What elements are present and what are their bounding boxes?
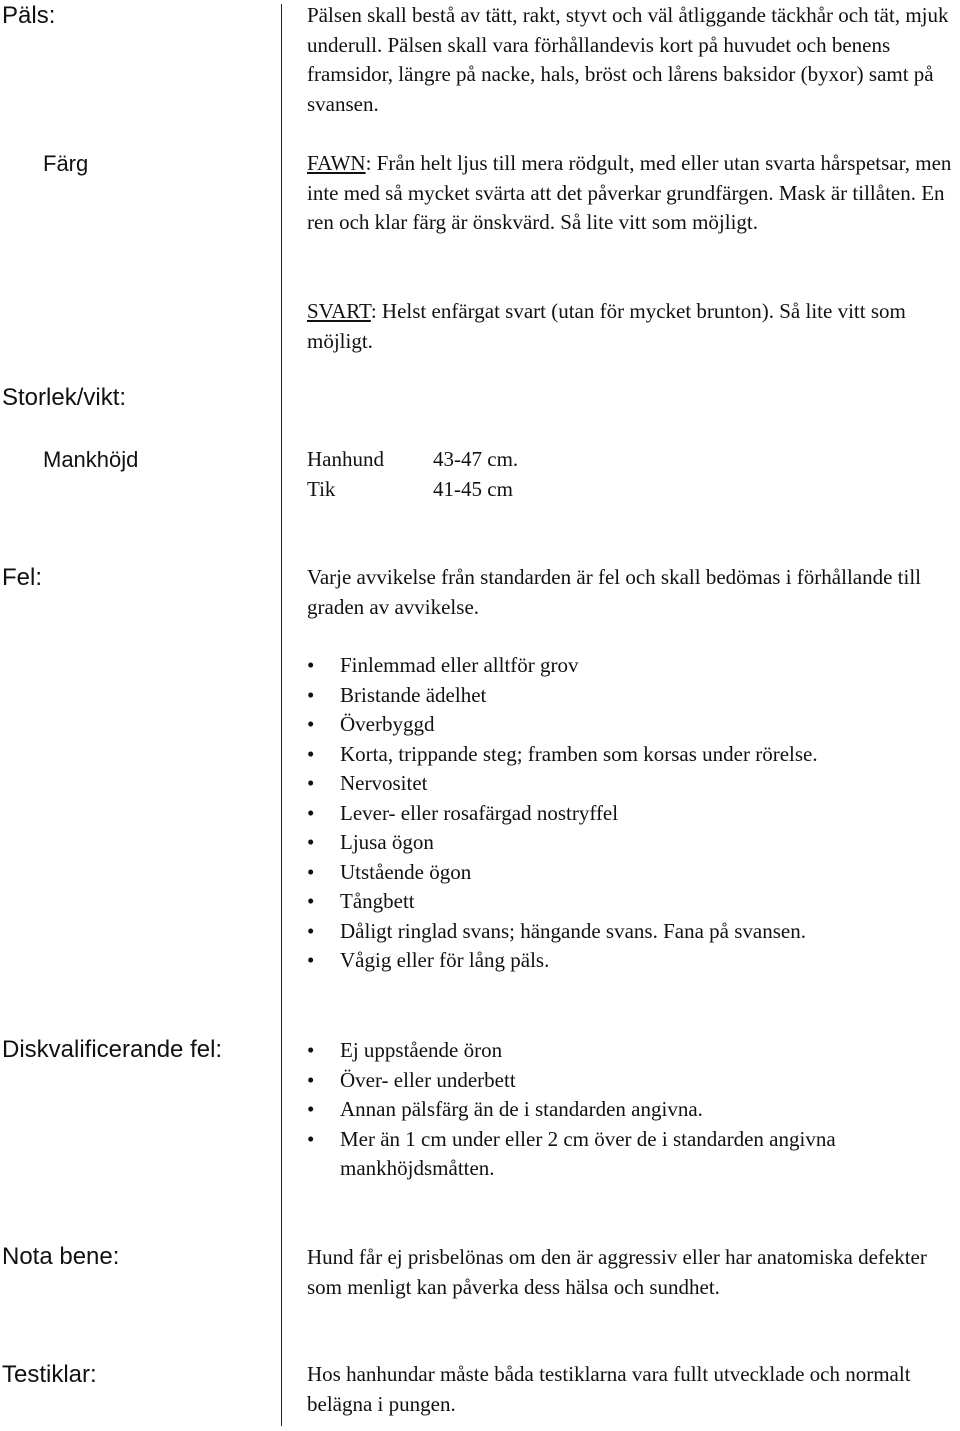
- list-item: [307, 710, 959, 740]
- bullet-icon: •: [307, 1126, 315, 1151]
- mankhojd-table: [307, 445, 959, 504]
- testiklar-text: [307, 1360, 959, 1419]
- pals-text: [307, 1, 959, 119]
- mankhojd-row-tik: [307, 475, 959, 505]
- list-item-text: Ej uppstående öron: [340, 1038, 503, 1062]
- mankhojd-row-hanhund: [307, 445, 959, 475]
- list-item: [307, 1066, 959, 1096]
- list-item-text: Tångbett: [340, 889, 415, 913]
- bullet-icon: •: [307, 800, 315, 825]
- list-item-text: Ljusa ögon: [340, 830, 434, 854]
- mankhojd-label: Mankhöjd: [43, 447, 139, 472]
- list-item: [307, 681, 959, 711]
- svart-paragraph: [307, 297, 959, 356]
- pals-paragraph: Pälsen skall bestå av tätt, rakt, styvt och väl åtliggande täckhår och tät, mjuk underull. Pälsen skall vara förhållandevis kort på huvudet och benens framsidor, längre på nacke, hals, bröst och lårens baksidor (byxor) samt på svansen.: [307, 3, 949, 116]
- list-item: [307, 769, 959, 799]
- farg-svart-text: [307, 297, 959, 356]
- section-label-nota-bene: Nota bene:: [2, 1243, 120, 1270]
- svart-term: SVART: [307, 299, 371, 323]
- list-item-text: Korta, trippande steg; framben som korsas under rörelse.: [340, 741, 818, 766]
- bullet-icon: •: [307, 859, 315, 884]
- list-item-text: Mer än 1 cm under eller 2 cm över de i standarden angivna mankhöjdsmåtten.: [340, 1126, 836, 1180]
- list-item: [307, 799, 959, 829]
- list-item: [307, 828, 959, 858]
- list-item-text: Annan pälsfärg än de i standarden angivna.: [340, 1097, 703, 1121]
- list-item-text: Nervositet: [340, 771, 428, 795]
- list-item: [307, 1036, 959, 1066]
- section-label-diskvalificerande: Diskvalificerande fel:: [2, 1036, 223, 1063]
- section-label-pals: Päls:: [2, 2, 56, 29]
- diskvalificerande-list: [307, 1036, 959, 1184]
- list-item: [307, 1125, 959, 1184]
- fawn-term: FAWN: [307, 151, 366, 175]
- bullet-icon: •: [307, 653, 315, 677]
- list-item-text: Över- eller underbett: [340, 1067, 516, 1092]
- mankhojd-value: 43-47 cm.: [433, 447, 519, 471]
- fel-list: [307, 651, 959, 976]
- svart-description: : Helst enfärgat svart (utan för mycket brunton). Så lite vitt som möjligt.: [307, 299, 906, 353]
- list-item-text: Utstående ögon: [340, 859, 472, 884]
- mankhojd-value: 41-45 cm: [433, 476, 513, 501]
- fawn-paragraph: [307, 149, 959, 238]
- list-item: [307, 651, 959, 681]
- diskvalificerande-list-block: [307, 1036, 959, 1184]
- list-item-text: Dåligt ringlad svans; hängande svans. Fana på svansen.: [340, 918, 806, 943]
- bullet-icon: •: [307, 830, 315, 854]
- list-item: [307, 1095, 959, 1125]
- fel-text: [307, 563, 959, 622]
- section-label-fel: Fel:: [2, 564, 43, 591]
- column-divider: [281, 4, 282, 1426]
- bullet-icon: •: [307, 948, 315, 972]
- mankhojd-key: Tik: [307, 476, 336, 501]
- list-item: [307, 946, 959, 976]
- bullet-icon: •: [307, 1097, 315, 1121]
- fel-paragraph: Varje avvikelse från standarden är fel och skall bedömas i förhållande till graden av avvikelse.: [307, 565, 922, 619]
- section-label-farg: Färg: [43, 151, 89, 176]
- bullet-icon: •: [307, 741, 315, 766]
- list-item-text: Överbyggd: [340, 712, 435, 736]
- bullet-icon: •: [307, 918, 315, 943]
- list-item-text: Lever- eller rosafärgad nostryffel: [340, 800, 619, 825]
- mankhojd-key: Hanhund: [307, 447, 384, 471]
- fel-list-block: [307, 651, 959, 976]
- bullet-icon: •: [307, 682, 315, 707]
- bullet-icon: •: [307, 1067, 315, 1092]
- nota-bene-text: [307, 1243, 959, 1302]
- testiklar-paragraph: Hos hanhundar måste båda testiklarna vara fullt utvecklade och normalt belägna i pungen.: [307, 1362, 911, 1416]
- list-item: [307, 917, 959, 947]
- bullet-icon: •: [307, 771, 315, 795]
- list-item: [307, 740, 959, 770]
- list-item: [307, 887, 959, 917]
- list-item-text: Vågig eller för lång päls.: [340, 948, 550, 972]
- list-item-text: Bristande ädelhet: [340, 682, 487, 707]
- fawn-description: : Från helt ljus till mera rödgult, med eller utan svarta hårspetsar, men inte med så mycket svärta att det påverkar grundfärgen. Mask är tillåten. En ren och klar färg är önskvärd. Så lite vitt som möjligt.: [307, 151, 952, 234]
- nota-bene-paragraph: Hund får ej prisbelönas om den är aggressiv eller har anatomiska defekter som menligt kan påverka dess hälsa och sundhet.: [307, 1245, 927, 1299]
- bullet-icon: •: [307, 1038, 315, 1062]
- bullet-icon: •: [307, 712, 315, 736]
- section-label-storlek: Storlek/vikt:: [2, 384, 127, 411]
- farg-fawn-text: [307, 149, 959, 238]
- list-item-text: Finlemmad eller alltför grov: [340, 653, 579, 677]
- list-item: [307, 858, 959, 888]
- bullet-icon: •: [307, 889, 315, 913]
- section-label-testiklar: Testiklar:: [2, 1361, 97, 1388]
